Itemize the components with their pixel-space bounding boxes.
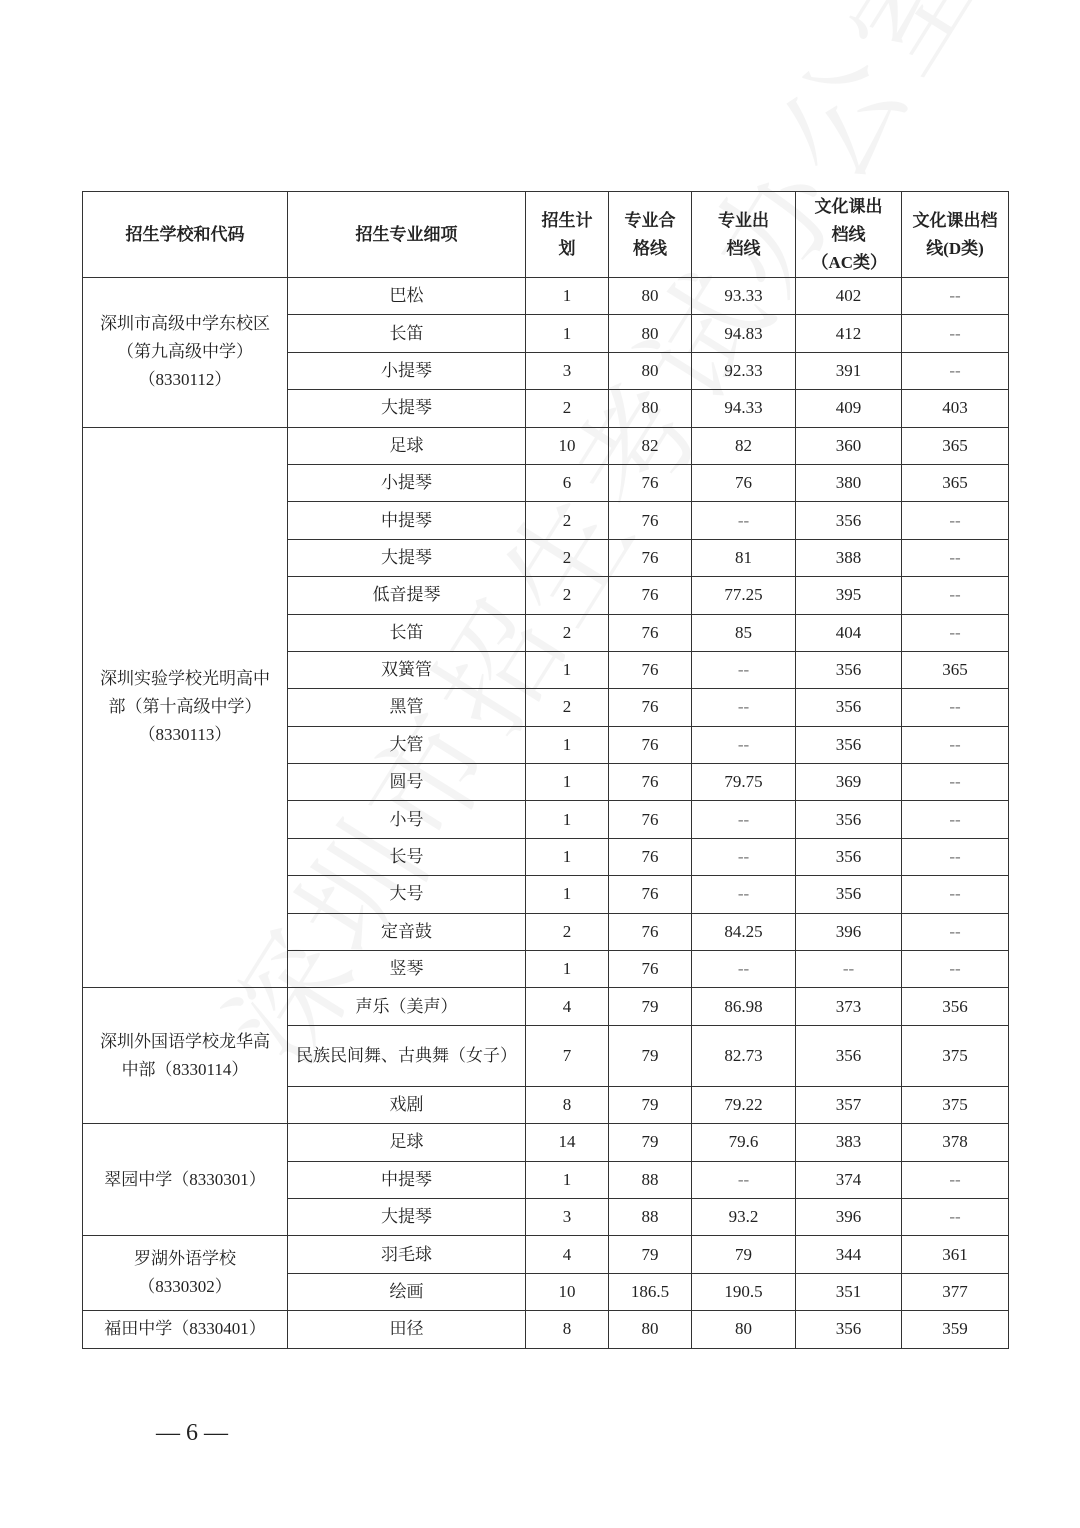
school-name-line: （第九高级中学） bbox=[117, 342, 253, 362]
qualify-line-cell: 80 bbox=[609, 315, 692, 352]
culture-cutoff-ac-cell: 369 bbox=[796, 764, 902, 801]
qualify-line-cell: 80 bbox=[609, 352, 692, 389]
header-major-cutoff bbox=[692, 192, 796, 278]
major-cell: 足球 bbox=[288, 427, 526, 464]
school-name-line: 福田中学（8330401） bbox=[104, 1319, 266, 1339]
major-cutoff-cell: -- bbox=[692, 838, 796, 875]
plan-cell: 10 bbox=[526, 1273, 609, 1310]
plan-cell: 1 bbox=[526, 764, 609, 801]
plan-cell: 3 bbox=[526, 352, 609, 389]
major-cell: 足球 bbox=[288, 1124, 526, 1161]
major-cutoff-cell: -- bbox=[692, 726, 796, 763]
culture-cutoff-ac-cell: 360 bbox=[796, 427, 902, 464]
major-cell: 长笛 bbox=[288, 614, 526, 651]
culture-cutoff-ac-cell: 409 bbox=[796, 390, 902, 427]
major-cell: 长笛 bbox=[288, 315, 526, 352]
culture-cutoff-d-cell: 361 bbox=[902, 1236, 1009, 1273]
major-cell: 戏剧 bbox=[288, 1086, 526, 1123]
culture-cutoff-d-cell: -- bbox=[902, 1161, 1009, 1198]
major-cutoff-cell: 79.75 bbox=[692, 764, 796, 801]
admission-table bbox=[82, 191, 1009, 1349]
plan-cell: 6 bbox=[526, 464, 609, 501]
major-cutoff-cell: 81 bbox=[692, 539, 796, 576]
culture-cutoff-d-cell: -- bbox=[902, 315, 1009, 352]
culture-cutoff-d-cell: -- bbox=[902, 764, 1009, 801]
major-cell: 大号 bbox=[288, 876, 526, 913]
school-name-line: 部（第十高级中学） bbox=[108, 697, 262, 717]
school-name-cell bbox=[83, 427, 288, 988]
culture-cutoff-ac-cell: 404 bbox=[796, 614, 902, 651]
major-cell: 大提琴 bbox=[288, 390, 526, 427]
culture-cutoff-ac-cell: 356 bbox=[796, 689, 902, 726]
major-cell: 大提琴 bbox=[288, 1198, 526, 1235]
school-name-line: 深圳实验学校光明高中 bbox=[100, 669, 270, 689]
culture-cutoff-ac-cell: 351 bbox=[796, 1273, 902, 1310]
culture-cutoff-d-cell: -- bbox=[902, 539, 1009, 576]
qualify-line-cell: 82 bbox=[609, 427, 692, 464]
header-text: 招生专业细项 bbox=[355, 224, 458, 244]
plan-cell: 2 bbox=[526, 502, 609, 539]
culture-cutoff-ac-cell: 380 bbox=[796, 464, 902, 501]
major-cutoff-cell: 93.33 bbox=[692, 278, 796, 315]
major-cell: 小提琴 bbox=[288, 352, 526, 389]
major-cell: 大管 bbox=[288, 726, 526, 763]
culture-cutoff-d-cell: 365 bbox=[902, 464, 1009, 501]
major-cell: 大提琴 bbox=[288, 539, 526, 576]
culture-cutoff-d-cell: -- bbox=[902, 502, 1009, 539]
qualify-line-cell: 76 bbox=[609, 913, 692, 950]
header-major bbox=[288, 192, 526, 278]
plan-cell: 14 bbox=[526, 1124, 609, 1161]
header-text: 招生计划 bbox=[541, 210, 593, 258]
major-cell: 长号 bbox=[288, 838, 526, 875]
qualify-line-cell: 79 bbox=[609, 1025, 692, 1086]
culture-cutoff-d-cell: -- bbox=[902, 876, 1009, 913]
major-cell: 巴松 bbox=[288, 278, 526, 315]
qualify-line-cell: 76 bbox=[609, 764, 692, 801]
culture-cutoff-d-cell: 359 bbox=[902, 1311, 1009, 1348]
culture-cutoff-d-cell: -- bbox=[902, 614, 1009, 651]
table-row bbox=[83, 1124, 1009, 1161]
school-name-line: （8330112） bbox=[138, 370, 232, 390]
school-name-line: 深圳市高级中学东校区 bbox=[100, 314, 270, 334]
culture-cutoff-d-cell: -- bbox=[902, 689, 1009, 726]
major-cutoff-cell: 82.73 bbox=[692, 1025, 796, 1086]
plan-cell: 3 bbox=[526, 1198, 609, 1235]
qualify-line-cell: 76 bbox=[609, 689, 692, 726]
culture-cutoff-d-cell: -- bbox=[902, 577, 1009, 614]
header-text: 招生学校和代码 bbox=[125, 224, 245, 244]
culture-cutoff-ac-cell: 383 bbox=[796, 1124, 902, 1161]
school-name-cell bbox=[83, 1311, 288, 1348]
culture-cutoff-d-cell: -- bbox=[902, 1198, 1009, 1235]
plan-cell: 2 bbox=[526, 614, 609, 651]
major-cutoff-cell: 80 bbox=[692, 1311, 796, 1348]
header-qualify-line bbox=[609, 192, 692, 278]
header-text: 文化课出档线（AC类） bbox=[811, 196, 888, 272]
qualify-line-cell: 79 bbox=[609, 1236, 692, 1273]
school-name-cell bbox=[83, 1236, 288, 1311]
school-name-line: （8330113） bbox=[138, 725, 232, 745]
major-cutoff-cell: -- bbox=[692, 502, 796, 539]
header-school bbox=[83, 192, 288, 278]
plan-cell: 2 bbox=[526, 689, 609, 726]
culture-cutoff-ac-cell: 356 bbox=[796, 1311, 902, 1348]
plan-cell: 2 bbox=[526, 913, 609, 950]
school-name-cell bbox=[83, 1124, 288, 1236]
culture-cutoff-d-cell: -- bbox=[902, 801, 1009, 838]
culture-cutoff-ac-cell: 356 bbox=[796, 726, 902, 763]
major-cutoff-cell: 85 bbox=[692, 614, 796, 651]
qualify-line-cell: 76 bbox=[609, 502, 692, 539]
culture-cutoff-ac-cell: 374 bbox=[796, 1161, 902, 1198]
plan-cell: 1 bbox=[526, 1161, 609, 1198]
plan-cell: 1 bbox=[526, 315, 609, 352]
qualify-line-cell: 76 bbox=[609, 651, 692, 688]
major-cutoff-cell: 79 bbox=[692, 1236, 796, 1273]
major-cutoff-cell: 93.2 bbox=[692, 1198, 796, 1235]
major-cutoff-cell: 92.33 bbox=[692, 352, 796, 389]
major-cutoff-cell: -- bbox=[692, 1161, 796, 1198]
qualify-line-cell: 79 bbox=[609, 1124, 692, 1161]
major-cutoff-cell: -- bbox=[692, 689, 796, 726]
culture-cutoff-ac-cell: -- bbox=[796, 951, 902, 988]
culture-cutoff-ac-cell: 412 bbox=[796, 315, 902, 352]
culture-cutoff-ac-cell: 395 bbox=[796, 577, 902, 614]
culture-cutoff-d-cell: 378 bbox=[902, 1124, 1009, 1161]
major-cutoff-cell: 79.22 bbox=[692, 1086, 796, 1123]
qualify-line-cell: 79 bbox=[609, 988, 692, 1025]
major-cell: 民族民间舞、古典舞（女子） bbox=[288, 1025, 526, 1086]
qualify-line-cell: 76 bbox=[609, 726, 692, 763]
culture-cutoff-ac-cell: 396 bbox=[796, 1198, 902, 1235]
school-name-line: 罗湖外语学校 bbox=[134, 1249, 236, 1269]
major-cutoff-cell: -- bbox=[692, 876, 796, 913]
culture-cutoff-ac-cell: 356 bbox=[796, 801, 902, 838]
culture-cutoff-ac-cell: 356 bbox=[796, 651, 902, 688]
page-number: — 6 — bbox=[156, 1420, 228, 1446]
qualify-line-cell: 76 bbox=[609, 838, 692, 875]
qualify-line-cell: 76 bbox=[609, 539, 692, 576]
table-row bbox=[83, 988, 1009, 1025]
culture-cutoff-ac-cell: 388 bbox=[796, 539, 902, 576]
major-cell: 羽毛球 bbox=[288, 1236, 526, 1273]
culture-cutoff-d-cell: 377 bbox=[902, 1273, 1009, 1310]
culture-cutoff-ac-cell: 356 bbox=[796, 876, 902, 913]
culture-cutoff-ac-cell: 356 bbox=[796, 1025, 902, 1086]
culture-cutoff-ac-cell: 356 bbox=[796, 502, 902, 539]
plan-cell: 1 bbox=[526, 951, 609, 988]
plan-cell: 1 bbox=[526, 651, 609, 688]
major-cutoff-cell: -- bbox=[692, 801, 796, 838]
header-text: 专业出档线 bbox=[718, 210, 769, 258]
major-cell: 竖琴 bbox=[288, 951, 526, 988]
qualify-line-cell: 88 bbox=[609, 1161, 692, 1198]
qualify-line-cell: 186.5 bbox=[609, 1273, 692, 1310]
major-cell: 绘画 bbox=[288, 1273, 526, 1310]
plan-cell: 7 bbox=[526, 1025, 609, 1086]
culture-cutoff-d-cell: -- bbox=[902, 352, 1009, 389]
culture-cutoff-d-cell: 375 bbox=[902, 1025, 1009, 1086]
culture-cutoff-d-cell: -- bbox=[902, 951, 1009, 988]
plan-cell: 1 bbox=[526, 278, 609, 315]
school-name-line: 翠园中学（8330301） bbox=[104, 1169, 266, 1189]
culture-cutoff-d-cell: -- bbox=[902, 278, 1009, 315]
major-cell: 定音鼓 bbox=[288, 913, 526, 950]
qualify-line-cell: 79 bbox=[609, 1086, 692, 1123]
major-cell: 双簧管 bbox=[288, 651, 526, 688]
major-cell: 圆号 bbox=[288, 764, 526, 801]
major-cutoff-cell: 77.25 bbox=[692, 577, 796, 614]
culture-cutoff-d-cell: -- bbox=[902, 838, 1009, 875]
culture-cutoff-d-cell: 365 bbox=[902, 651, 1009, 688]
major-cell: 低音提琴 bbox=[288, 577, 526, 614]
culture-cutoff-d-cell: 375 bbox=[902, 1086, 1009, 1123]
major-cutoff-cell: 94.83 bbox=[692, 315, 796, 352]
school-name-cell bbox=[83, 278, 288, 428]
major-cell: 小号 bbox=[288, 801, 526, 838]
plan-cell: 8 bbox=[526, 1311, 609, 1348]
header-plan bbox=[526, 192, 609, 278]
culture-cutoff-ac-cell: 357 bbox=[796, 1086, 902, 1123]
major-cell: 声乐（美声） bbox=[288, 988, 526, 1025]
culture-cutoff-d-cell: 365 bbox=[902, 427, 1009, 464]
major-cutoff-cell: 190.5 bbox=[692, 1273, 796, 1310]
header-culture-cutoff-d bbox=[902, 192, 1009, 278]
table-header-row bbox=[83, 192, 1009, 278]
plan-cell: 2 bbox=[526, 539, 609, 576]
major-cutoff-cell: 94.33 bbox=[692, 390, 796, 427]
header-culture-cutoff-ac bbox=[796, 192, 902, 278]
major-cell: 田径 bbox=[288, 1311, 526, 1348]
plan-cell: 8 bbox=[526, 1086, 609, 1123]
culture-cutoff-ac-cell: 356 bbox=[796, 838, 902, 875]
plan-cell: 4 bbox=[526, 1236, 609, 1273]
school-name-line: （8330302） bbox=[138, 1277, 232, 1297]
major-cell: 中提琴 bbox=[288, 502, 526, 539]
qualify-line-cell: 76 bbox=[609, 614, 692, 651]
qualify-line-cell: 76 bbox=[609, 876, 692, 913]
qualify-line-cell: 80 bbox=[609, 278, 692, 315]
school-name-cell bbox=[83, 988, 288, 1124]
culture-cutoff-d-cell: -- bbox=[902, 913, 1009, 950]
plan-cell: 1 bbox=[526, 801, 609, 838]
plan-cell: 1 bbox=[526, 838, 609, 875]
plan-cell: 4 bbox=[526, 988, 609, 1025]
culture-cutoff-ac-cell: 391 bbox=[796, 352, 902, 389]
qualify-line-cell: 76 bbox=[609, 464, 692, 501]
qualify-line-cell: 80 bbox=[609, 1311, 692, 1348]
qualify-line-cell: 76 bbox=[609, 577, 692, 614]
school-name-line: 中部（8330114） bbox=[121, 1059, 249, 1079]
culture-cutoff-ac-cell: 402 bbox=[796, 278, 902, 315]
qualify-line-cell: 88 bbox=[609, 1198, 692, 1235]
major-cell: 中提琴 bbox=[288, 1161, 526, 1198]
table-row bbox=[83, 427, 1009, 464]
culture-cutoff-d-cell: 356 bbox=[902, 988, 1009, 1025]
culture-cutoff-ac-cell: 344 bbox=[796, 1236, 902, 1273]
table-row bbox=[83, 1236, 1009, 1273]
table-row bbox=[83, 1311, 1009, 1348]
major-cutoff-cell: 79.6 bbox=[692, 1124, 796, 1161]
major-cutoff-cell: 86.98 bbox=[692, 988, 796, 1025]
school-name-line: 深圳外国语学校龙华高 bbox=[100, 1031, 270, 1051]
culture-cutoff-ac-cell: 396 bbox=[796, 913, 902, 950]
major-cell: 黑管 bbox=[288, 689, 526, 726]
header-text: 文化课出档线(D类) bbox=[912, 210, 998, 258]
culture-cutoff-d-cell: 403 bbox=[902, 390, 1009, 427]
major-cutoff-cell: 76 bbox=[692, 464, 796, 501]
plan-cell: 1 bbox=[526, 726, 609, 763]
qualify-line-cell: 80 bbox=[609, 390, 692, 427]
major-cell: 小提琴 bbox=[288, 464, 526, 501]
major-cutoff-cell: 84.25 bbox=[692, 913, 796, 950]
plan-cell: 1 bbox=[526, 876, 609, 913]
major-cutoff-cell: -- bbox=[692, 951, 796, 988]
major-cutoff-cell: -- bbox=[692, 651, 796, 688]
major-cutoff-cell: 82 bbox=[692, 427, 796, 464]
table-row bbox=[83, 278, 1009, 315]
qualify-line-cell: 76 bbox=[609, 951, 692, 988]
qualify-line-cell: 76 bbox=[609, 801, 692, 838]
plan-cell: 10 bbox=[526, 427, 609, 464]
plan-cell: 2 bbox=[526, 390, 609, 427]
plan-cell: 2 bbox=[526, 577, 609, 614]
culture-cutoff-d-cell: -- bbox=[902, 726, 1009, 763]
header-text: 专业合格线 bbox=[624, 210, 676, 258]
culture-cutoff-ac-cell: 373 bbox=[796, 988, 902, 1025]
